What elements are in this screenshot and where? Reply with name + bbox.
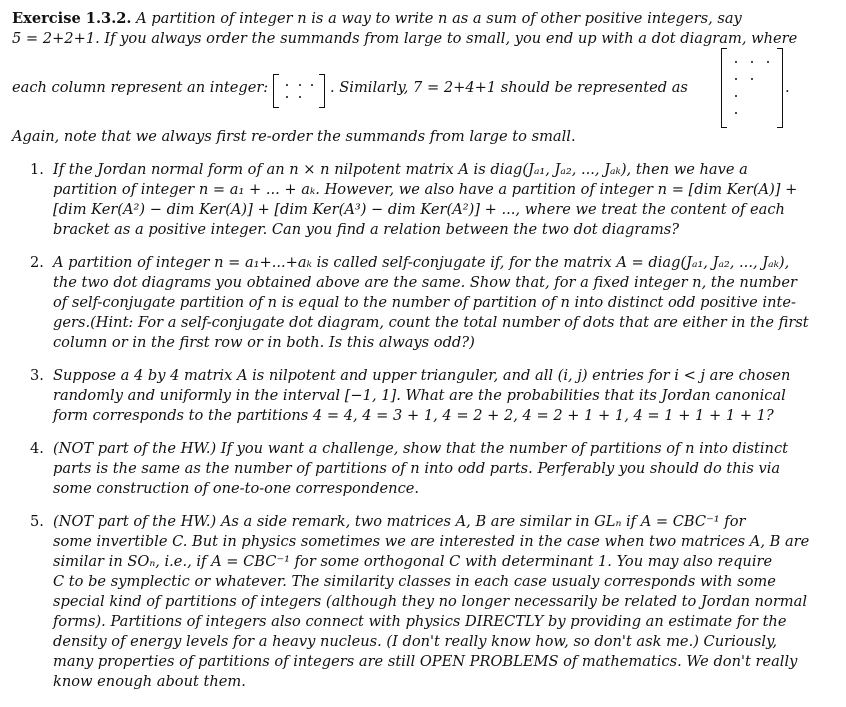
exercise-label: Exercise 1.3.2. <box>12 10 132 27</box>
item-5-line: some invertible C. But in physics sometimes we are interested in the case when two matrices A, B are <box>53 533 810 550</box>
item-5-line: many properties of partitions of integers are still OPEN PROBLEMS of mathematics. We don't really <box>53 653 798 670</box>
item-5-line: density of energy levels for a heavy nucleus. (I don't really know how, so don't ask me.) Curiously, <box>53 633 778 650</box>
dot <box>735 61 737 63</box>
item-1-line: If the Jordan normal form of an n × n nilpotent matrix A is diag(Jₐ₁, Jₐ₂, ..., Jₐₖ), then we have a <box>53 161 748 178</box>
intro-text-1: A partition of integer n is a way to write n as a sum of other positive integers, say <box>136 10 742 27</box>
dot <box>735 112 737 114</box>
dot <box>751 78 753 80</box>
item-number: 3. <box>30 367 44 384</box>
item-5-line: similar in SOₙ, i.e., if A = CBC⁻¹ for some orthogonal C with determinant 1. You may also require <box>53 553 773 570</box>
item-3-line: randomly and uniformly in the interval [−1, 1]. What are the probabilities that its Jordan canonical <box>53 387 786 404</box>
item-1-line: partition of integer n = a₁ + ... + aₖ. However, we also have a partition of integer n = [dim Ker(A)] + <box>53 181 798 198</box>
dot <box>735 78 737 80</box>
item-2-line: the two dot diagrams you obtained above are the same. Show that, for a fixed integer n, the number <box>53 274 797 291</box>
right-bracket <box>319 74 325 108</box>
item-number: 5. <box>30 513 44 530</box>
intro-line-3b: . Similarly, 7 = 2+4+1 should be represented as <box>330 79 688 96</box>
item-4-line: parts is the same as the number of partitions of n into odd parts. Perferably you should do this via <box>53 460 781 477</box>
dot <box>286 96 288 98</box>
intro-line-3a: each column represent an integer: <box>12 79 269 96</box>
dot <box>767 61 769 63</box>
item-1-line: bracket as a positive integer. Can you find a relation between the two dot diagrams? <box>53 221 680 238</box>
item-4-line: (NOT part of the HW.) If you want a challenge, show that the number of partitions of n into distinct <box>53 440 788 457</box>
dot <box>311 84 313 86</box>
item-5-line: C to be symplectic or whatever. The similarity classes in each case usualy corresponds with some <box>53 573 776 590</box>
dot <box>751 61 753 63</box>
item-1-line: [dim Ker(A²) − dim Ker(A)] + [dim Ker(A³) − dim Ker(A²)] + ..., where we treat the content of each <box>53 201 785 218</box>
intro-line-2: 5 = 2+2+1. If you always order the summands from large to small, you end up with a dot diagram, where <box>12 30 798 47</box>
right-bracket <box>777 48 783 128</box>
left-bracket <box>273 74 279 108</box>
item-5-line: forms). Partitions of integers also connect with physics DIRECTLY by providing an estimate for the <box>53 613 787 630</box>
item-5-line: know enough about them. <box>53 673 246 690</box>
dot <box>299 84 301 86</box>
item-2-line: column or in the first row or in both. Is this always odd?) <box>53 334 475 351</box>
item-3-line: Suppose a 4 by 4 matrix A is nilpotent and upper trianguler, and all (i, j) entries for i < j are chosen <box>53 367 791 384</box>
left-bracket <box>721 48 727 128</box>
intro-line-1 <box>12 9 742 29</box>
dot <box>299 96 301 98</box>
dot-diagram-7 <box>720 47 784 129</box>
dot-diagram-5 <box>272 73 326 109</box>
item-4-line: some construction of one-to-one correspondence. <box>53 480 420 497</box>
item-2-line: gers.(Hint: For a self-conjugate dot diagram, count the total number of dots that are either in the first <box>53 314 809 331</box>
dot <box>286 84 288 86</box>
item-number: 2. <box>30 254 44 271</box>
item-5-line: (NOT part of the HW.) As a side remark, two matrices A, B are similar in GLₙ if A = CBC⁻¹ for <box>53 513 746 530</box>
dot <box>735 95 737 97</box>
item-2-line: of self-conjugate partition of n is equal to the number of partition of n into distinct odd positive inte- <box>53 294 796 311</box>
intro-line-4: Again, note that we always first re-order the summands from large to small. <box>12 128 576 145</box>
item-3-line: form corresponds to the partitions 4 = 4, 4 = 3 + 1, 4 = 2 + 2, 4 = 2 + 1 + 1, 4 = 1 + 1 + 1 + 1? <box>53 407 774 424</box>
item-2-line: A partition of integer n = a₁+...+aₖ is called self-conjugate if, for the matrix A = diag(Jₐ₁, Jₐ₂, ..., Jₐₖ), <box>53 254 790 271</box>
intro-line-3c: . <box>785 79 790 96</box>
item-number: 4. <box>30 440 44 457</box>
item-5-line: special kind of partitions of integers (although they no longer necessarily be related to Jordan normal <box>53 593 808 610</box>
item-number: 1. <box>30 161 44 178</box>
